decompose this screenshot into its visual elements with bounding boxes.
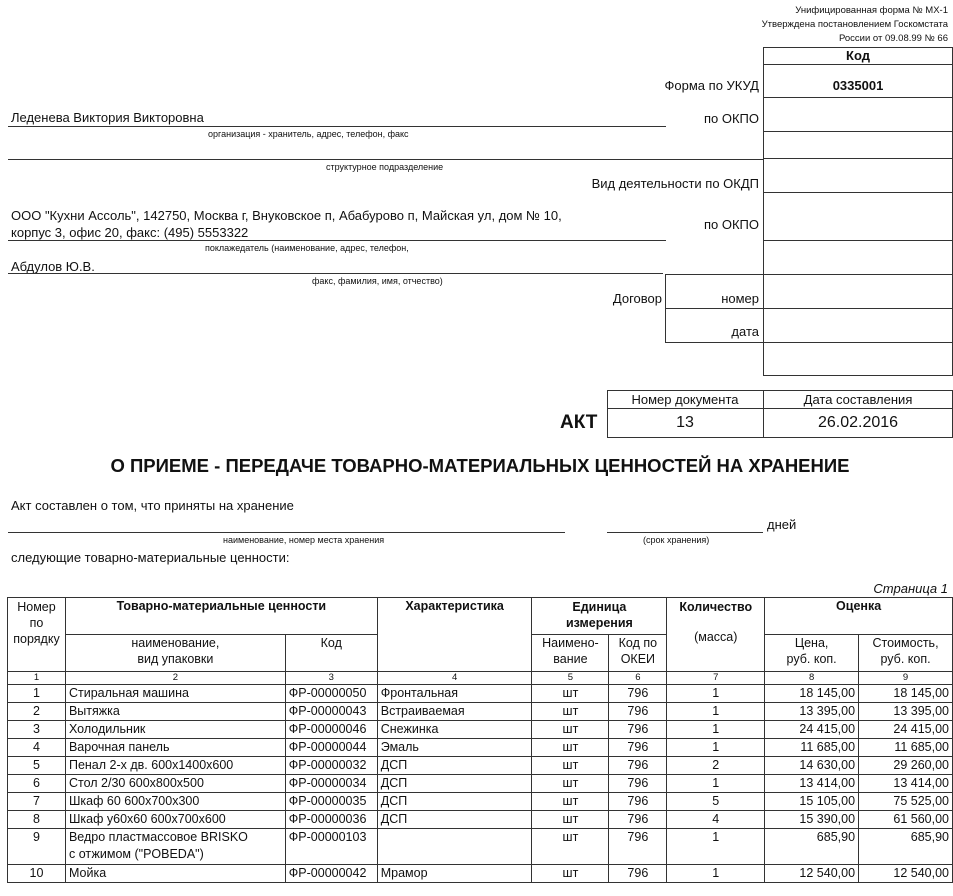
- goods-table: [7, 597, 953, 883]
- col-num-7: 7: [667, 672, 765, 685]
- table-row: [8, 865, 953, 883]
- okdp-label: Вид деятельности по ОКДП: [591, 176, 759, 191]
- row-unit: шт: [532, 703, 609, 721]
- okud-label: Форма по УКУД: [664, 78, 759, 93]
- act-label: АКТ: [560, 412, 598, 433]
- row-quantity: 2: [667, 757, 765, 775]
- doc-number-header: Номер документа: [631, 392, 739, 407]
- okpo-label-2: по ОКПО: [703, 217, 759, 232]
- row-name: Пенал 2-х дв. 600х1400х600: [65, 757, 285, 775]
- keeper-caption: организация - хранитель, адрес, телефон, факс: [208, 129, 409, 139]
- storage-caption: наименование, номер места хранения: [223, 535, 385, 545]
- header-name: наименование, вид упаковки: [65, 635, 285, 672]
- row-code: ФР-00000035: [285, 793, 377, 811]
- row-cost: 11 685,00: [859, 739, 953, 757]
- row-code: ФР-00000044: [285, 739, 377, 757]
- row-name: Варочная панель: [65, 739, 285, 757]
- row-okei: 796: [609, 775, 667, 793]
- table-row: [8, 685, 953, 703]
- row-name: Стол 2/30 600х800х500: [65, 775, 285, 793]
- row-okei: 796: [609, 757, 667, 775]
- row-characteristic: Мрамор: [377, 865, 532, 883]
- row-quantity: 1: [667, 739, 765, 757]
- row-okei: 796: [609, 685, 667, 703]
- document-title: О ПРИЕМЕ - ПЕРЕДАЧЕ ТОВАРНО-МАТЕРИАЛЬНЫХ ЦЕННОСТЕЙ НА ХРАНЕНИЕ: [110, 455, 850, 476]
- row-price: 13 414,00: [765, 775, 859, 793]
- person-name: Абдулов Ю.В.: [11, 259, 95, 274]
- table-row: [8, 721, 953, 739]
- row-name: Вытяжка: [65, 703, 285, 721]
- following-text: следующие товарно-материальные ценности:: [11, 550, 290, 565]
- depositor-caption: поклажедатель (наименование, адрес, телефон,: [205, 243, 409, 253]
- row-number: 10: [8, 865, 66, 883]
- row-quantity: 5: [667, 793, 765, 811]
- header-characteristic: Характеристика: [377, 598, 532, 672]
- row-quantity: 1: [667, 703, 765, 721]
- row-name: Шкаф у60х60 600х700х600: [65, 811, 285, 829]
- row-cost: 24 415,00: [859, 721, 953, 739]
- form-header: [762, 4, 948, 46]
- row-price: 14 630,00: [765, 757, 859, 775]
- contract-date-label: дата: [731, 324, 759, 339]
- term-caption: (срок хранения): [643, 535, 710, 545]
- row-quantity: 4: [667, 811, 765, 829]
- row-characteristic: ДСП: [377, 775, 532, 793]
- col-num-3: 3: [285, 672, 377, 685]
- row-cost: 61 560,00: [859, 811, 953, 829]
- row-okei: 796: [609, 703, 667, 721]
- row-characteristic: Встраиваемая: [377, 703, 532, 721]
- contract-number-label: номер: [721, 291, 759, 306]
- table-row: [8, 811, 953, 829]
- table-row: [8, 829, 953, 865]
- row-number: 2: [8, 703, 66, 721]
- row-unit: шт: [532, 757, 609, 775]
- row-cost: 75 525,00: [859, 793, 953, 811]
- row-unit: шт: [532, 739, 609, 757]
- col-num-5: 5: [532, 672, 609, 685]
- col-num-9: 9: [859, 672, 953, 685]
- row-quantity: 1: [667, 721, 765, 739]
- row-price: 12 540,00: [765, 865, 859, 883]
- header-code: Код: [285, 635, 377, 672]
- row-number: 3: [8, 721, 66, 739]
- row-cost: 29 260,00: [859, 757, 953, 775]
- row-characteristic: Фронтальная: [377, 685, 532, 703]
- header-num: Номер по порядку: [8, 598, 66, 672]
- row-unit: шт: [532, 829, 609, 865]
- row-number: 4: [8, 739, 66, 757]
- row-price: 15 390,00: [765, 811, 859, 829]
- row-code: ФР-00000032: [285, 757, 377, 775]
- row-code: ФР-00000036: [285, 811, 377, 829]
- col-num-8: 8: [765, 672, 859, 685]
- row-number: 5: [8, 757, 66, 775]
- row-code: ФР-00000042: [285, 865, 377, 883]
- col-num-2: 2: [65, 672, 285, 685]
- intro-text: Акт составлен о том, что приняты на хранение: [11, 498, 294, 513]
- row-okei: 796: [609, 793, 667, 811]
- person-caption: факс, фамилия, имя, отчество): [312, 276, 443, 286]
- header-cost: Стоимость, руб. коп.: [859, 635, 953, 672]
- row-okei: 796: [609, 739, 667, 757]
- row-characteristic: Эмаль: [377, 739, 532, 757]
- row-okei: 796: [609, 721, 667, 739]
- row-cost: 12 540,00: [859, 865, 953, 883]
- row-price: 18 145,00: [765, 685, 859, 703]
- page-indicator: Страница 1: [873, 581, 948, 596]
- header-quantity: Количество (масса): [667, 598, 765, 672]
- row-quantity: 1: [667, 865, 765, 883]
- row-unit: шт: [532, 685, 609, 703]
- contract-label: Договор: [612, 291, 662, 306]
- row-name: Холодильник: [65, 721, 285, 739]
- row-characteristic: ДСП: [377, 793, 532, 811]
- codes-header: Код: [846, 48, 870, 63]
- depositor-line1: ООО "Кухни Ассоль", 142750, Москва г, Внуковское п, Абабурово п, Майская ул, дом № 10,: [11, 208, 562, 223]
- row-code: ФР-00000034: [285, 775, 377, 793]
- row-price: 685,90: [765, 829, 859, 865]
- table-row: [8, 775, 953, 793]
- okud-value: 0335001: [832, 78, 884, 93]
- depositor-line2: корпус 3, офис 20, факс: (495) 5553322: [11, 225, 249, 240]
- row-number: 8: [8, 811, 66, 829]
- row-name: Шкаф 60 600х700х300: [65, 793, 285, 811]
- division-caption: структурное подразделение: [326, 162, 444, 172]
- form-header-line1: Унифицированная форма № МХ-1: [795, 5, 948, 16]
- row-characteristic: Снежинка: [377, 721, 532, 739]
- row-quantity: 1: [667, 775, 765, 793]
- row-code: ФР-00000103: [285, 829, 377, 865]
- row-okei: 796: [609, 811, 667, 829]
- row-cost: 18 145,00: [859, 685, 953, 703]
- col-num-1: 1: [8, 672, 66, 685]
- table-row: [8, 793, 953, 811]
- okpo-label-1: по ОКПО: [703, 111, 759, 126]
- row-code: ФР-00000043: [285, 703, 377, 721]
- row-price: 11 685,00: [765, 739, 859, 757]
- header-unit: Единица измерения: [532, 598, 667, 635]
- row-unit: шт: [532, 721, 609, 739]
- row-code: ФР-00000046: [285, 721, 377, 739]
- doc-number: 13: [676, 414, 694, 431]
- row-price: 24 415,00: [765, 721, 859, 739]
- col-num-4: 4: [377, 672, 532, 685]
- col-num-6: 6: [609, 672, 667, 685]
- header-unit-name: Наимено- вание: [532, 635, 609, 672]
- row-cost: 13 414,00: [859, 775, 953, 793]
- doc-date-header: Дата составления: [803, 392, 913, 407]
- doc-date: 26.02.2016: [817, 414, 899, 431]
- row-unit: шт: [532, 793, 609, 811]
- days-label: дней: [767, 517, 797, 532]
- row-cost: 685,90: [859, 829, 953, 865]
- table-row: [8, 703, 953, 721]
- keeper-name: Леденева Виктория Викторовна: [11, 110, 204, 125]
- row-price: 15 105,00: [765, 793, 859, 811]
- row-name: Ведро пластмассовое BRISKO с отжимом ("POBEDA"): [65, 829, 285, 865]
- form-header-line2: Утверждена постановлением Госкомстата: [761, 19, 948, 30]
- row-unit: шт: [532, 775, 609, 793]
- header-unit-okei: Код по ОКЕИ: [609, 635, 667, 672]
- row-number: 9: [8, 829, 66, 865]
- column-numbers-row: [8, 672, 953, 685]
- row-okei: 796: [609, 829, 667, 865]
- row-okei: 796: [609, 865, 667, 883]
- row-number: 7: [8, 793, 66, 811]
- row-price: 13 395,00: [765, 703, 859, 721]
- row-characteristic: [377, 829, 532, 865]
- row-name: Стиральная машина: [65, 685, 285, 703]
- table-row: [8, 739, 953, 757]
- row-name: Мойка: [65, 865, 285, 883]
- header-price: Цена, руб. коп.: [765, 635, 859, 672]
- row-number: 1: [8, 685, 66, 703]
- row-characteristic: ДСП: [377, 811, 532, 829]
- row-characteristic: ДСП: [377, 757, 532, 775]
- row-number: 6: [8, 775, 66, 793]
- form-header-line3: России от 09.08.99 № 66: [838, 33, 948, 44]
- row-unit: шт: [532, 811, 609, 829]
- row-code: ФР-00000050: [285, 685, 377, 703]
- table-row: [8, 757, 953, 775]
- row-cost: 13 395,00: [859, 703, 953, 721]
- row-unit: шт: [532, 865, 609, 883]
- row-quantity: 1: [667, 685, 765, 703]
- header-evaluation: Оценка: [765, 598, 953, 635]
- header-goods: Товарно-материальные ценности: [65, 598, 377, 635]
- row-quantity: 1: [667, 829, 765, 865]
